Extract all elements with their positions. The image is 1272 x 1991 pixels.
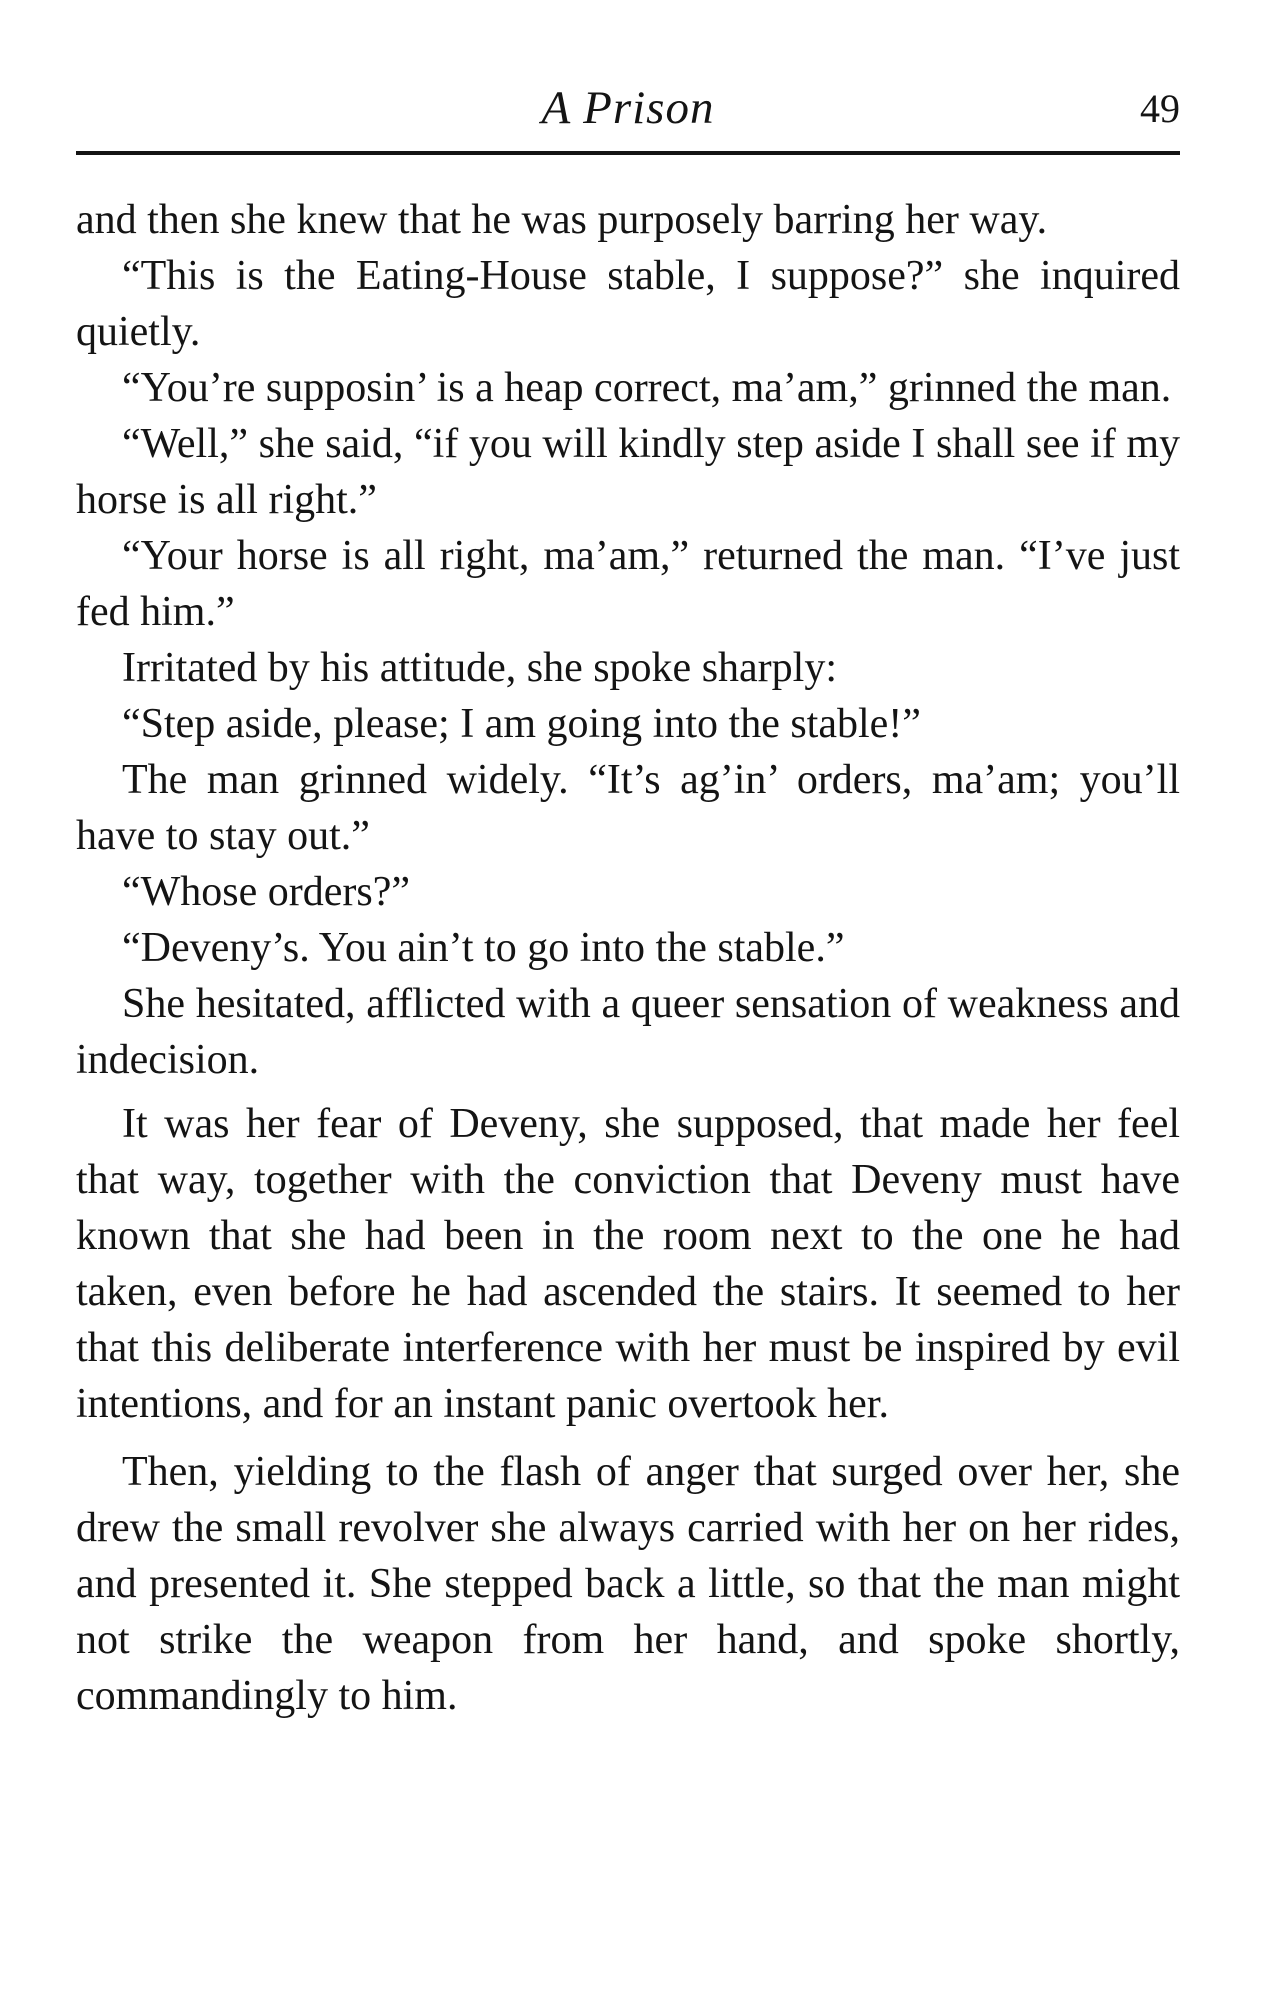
header-rule: [76, 151, 1180, 155]
paragraph: It was her fear of Deveny, she supposed, that made her feel that way, together with the conviction that Deveny must have known that she had been in the room next to the one he had taken, even before he had ascended the stairs. It seemed to her that this deliberate interference with her must be inspired by evil intentions, and for an instant panic overtook her.: [76, 1101, 1180, 1427]
body-text: [76, 192, 1180, 1724]
paragraph: and then she knew that he was purposely barring her way.: [76, 197, 1048, 243]
page-number: 49: [1140, 86, 1180, 131]
paragraph: “Well,” she said, “if you will kindly step aside I shall see if my horse is all right.”: [76, 421, 1180, 523]
running-head: [76, 78, 1180, 138]
chapter-title: A Prison: [541, 82, 715, 134]
paragraph: “Your horse is all right, ma’am,” returned the man. “I’ve just fed him.”: [76, 533, 1180, 635]
paragraph: “Deveny’s. You ain’t to go into the stable.”: [122, 925, 845, 971]
paragraph: “You’re supposin’ is a heap correct, ma’am,” grinned the man.: [122, 365, 1172, 411]
paragraph: “This is the Eating-House stable, I suppose?” she inquired quietly.: [76, 253, 1180, 355]
paragraph: She hesitated, afflicted with a queer sensation of weakness and indecision.: [76, 981, 1180, 1083]
paragraph: Irritated by his attitude, she spoke sharply:: [122, 645, 838, 691]
paragraph: The man grinned widely. “It’s ag’in’ orders, ma’am; you’ll have to stay out.”: [76, 757, 1180, 859]
paragraph: “Step aside, please; I am going into the stable!”: [122, 701, 921, 747]
paragraph: “Whose orders?”: [122, 869, 411, 915]
paragraph: Then, yielding to the flash of anger that surged over her, she drew the small revolver she always carried with her on her rides, and presented it. She stepped back a little, so that the man might not strike the weapon from her hand, and spoke shortly, commandingly to him.: [76, 1449, 1180, 1719]
